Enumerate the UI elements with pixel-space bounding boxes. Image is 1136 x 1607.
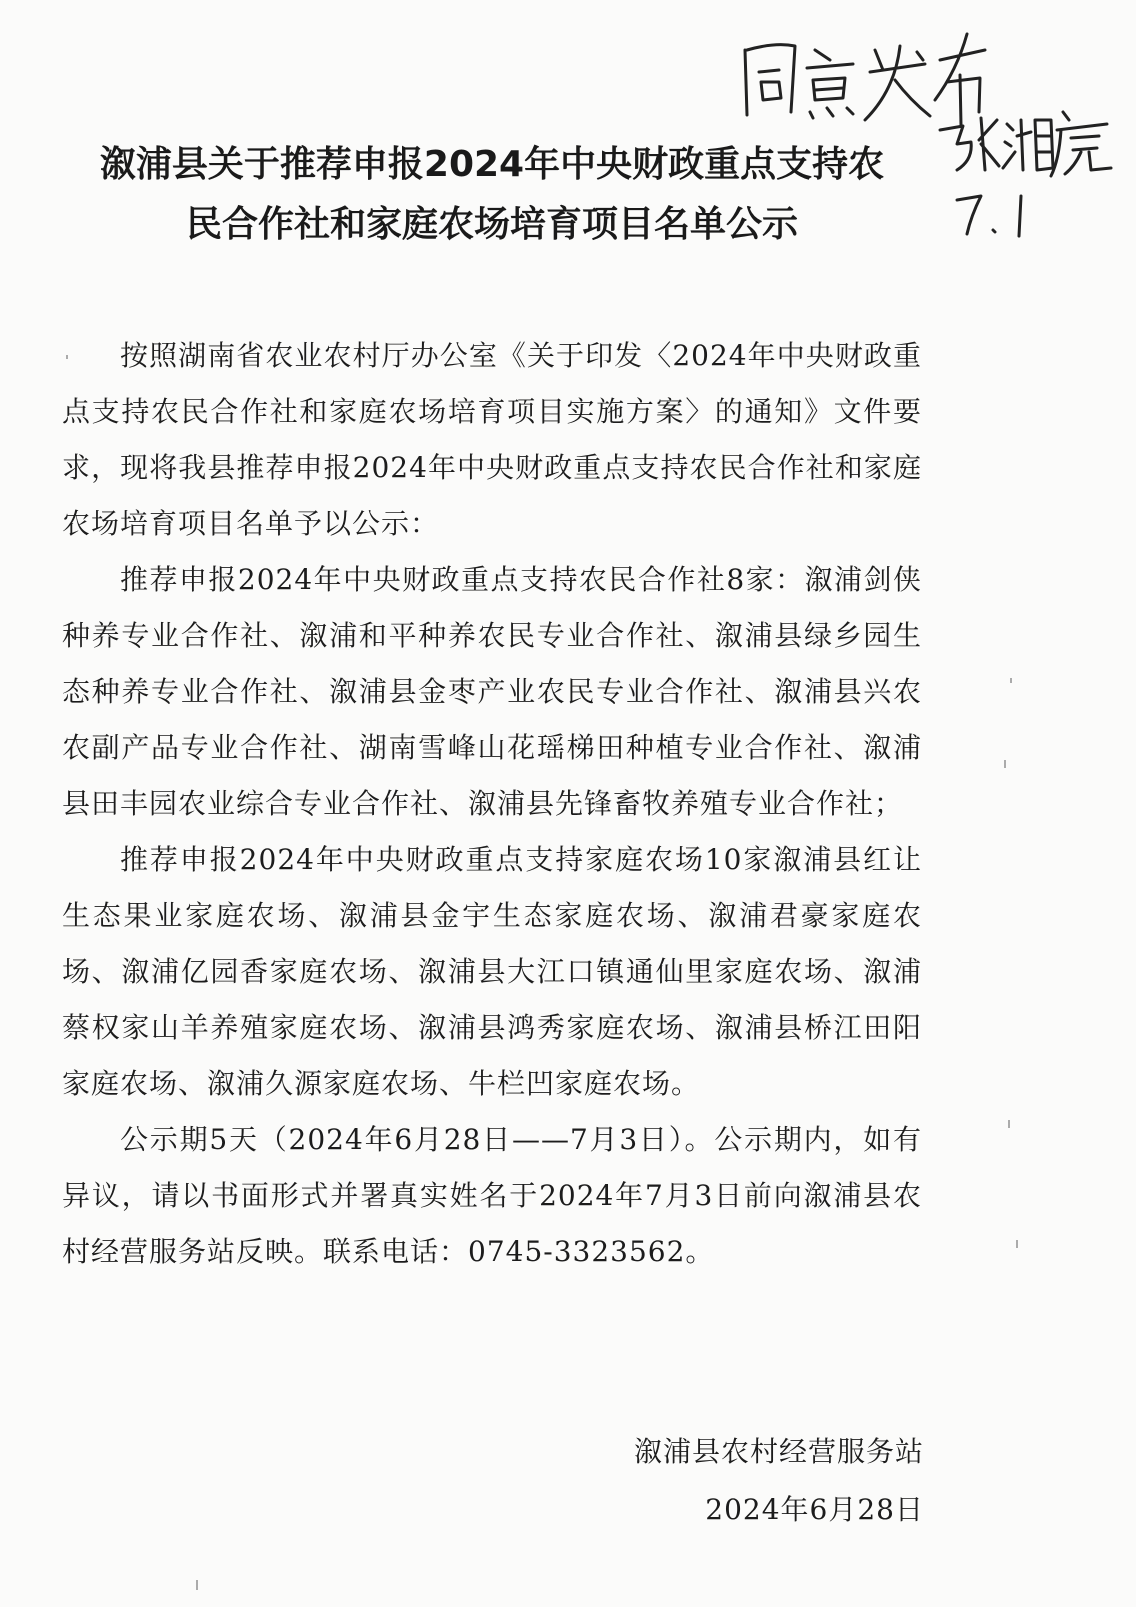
paragraph-family-farms: 推荐申报2024年中央财政重点支持家庭农场10家溆浦县红让生态果业家庭农场、溆浦县金宇生态家庭农场、溆浦君豪家庭农场、溆浦亿园香家庭农场、溆浦县大江口镇通仙里家庭农场、溆浦蔡权家山羊养殖家庭农场、溆浦县鸿秀家庭农场、溆浦县桥江田阳家庭农场、溆浦久源家庭农场、牛栏凹家庭农场。 [62, 843, 922, 1100]
title-line-2: 民合作社和家庭农场培育项目名单公示 [185, 204, 798, 245]
paragraph-publicity-period: 公示期5天（2024年6月28日——7月3日）。公示期内，如有异议，请以书面形式并署真实姓名于2024年7月3日前向溆浦县农村经营服务站反映。联系电话：0745-3323562。 [62, 1123, 922, 1268]
notice-body [62, 328, 922, 1280]
scan-speck [196, 1580, 198, 1590]
scan-speck [66, 355, 68, 359]
scan-speck [1010, 678, 1012, 683]
title-line-1: 溆浦县关于推荐申报2024年中央财政重点支持农 [99, 144, 885, 185]
issue-date: 2024年6月28日 [705, 1493, 924, 1526]
paragraph-intro: 按照湖南省农业农村厅办公室《关于印发〈2024年中央财政重点支持农民合作社和家庭农场培育项目实施方案〉的通知》文件要求，现将我县推荐申报2024年中央财政重点支持农民合作社和家庭农场培育项目名单予以公示： [62, 339, 922, 540]
issuer-name: 溆浦县农村经营服务站 [633, 1435, 924, 1468]
scan-speck [1008, 1120, 1010, 1128]
notice-title [62, 135, 922, 255]
scan-speck [1016, 1240, 1018, 1248]
paragraph-cooperatives: 推荐申报2024年中央财政重点支持农民合作社8家：溆浦剑侠种养专业合作社、溆浦和平种养农民专业合作社、溆浦县绿乡园生态种养专业合作社、溆浦县金枣产业农民专业合作社、溆浦县兴农农副产品专业合作社、湖南雪峰山花瑶梯田种植专业合作社、溆浦县田丰园农业综合专业合作社、溆浦县先锋畜牧养殖专业合作社； [62, 563, 922, 820]
scan-speck [1004, 760, 1006, 768]
